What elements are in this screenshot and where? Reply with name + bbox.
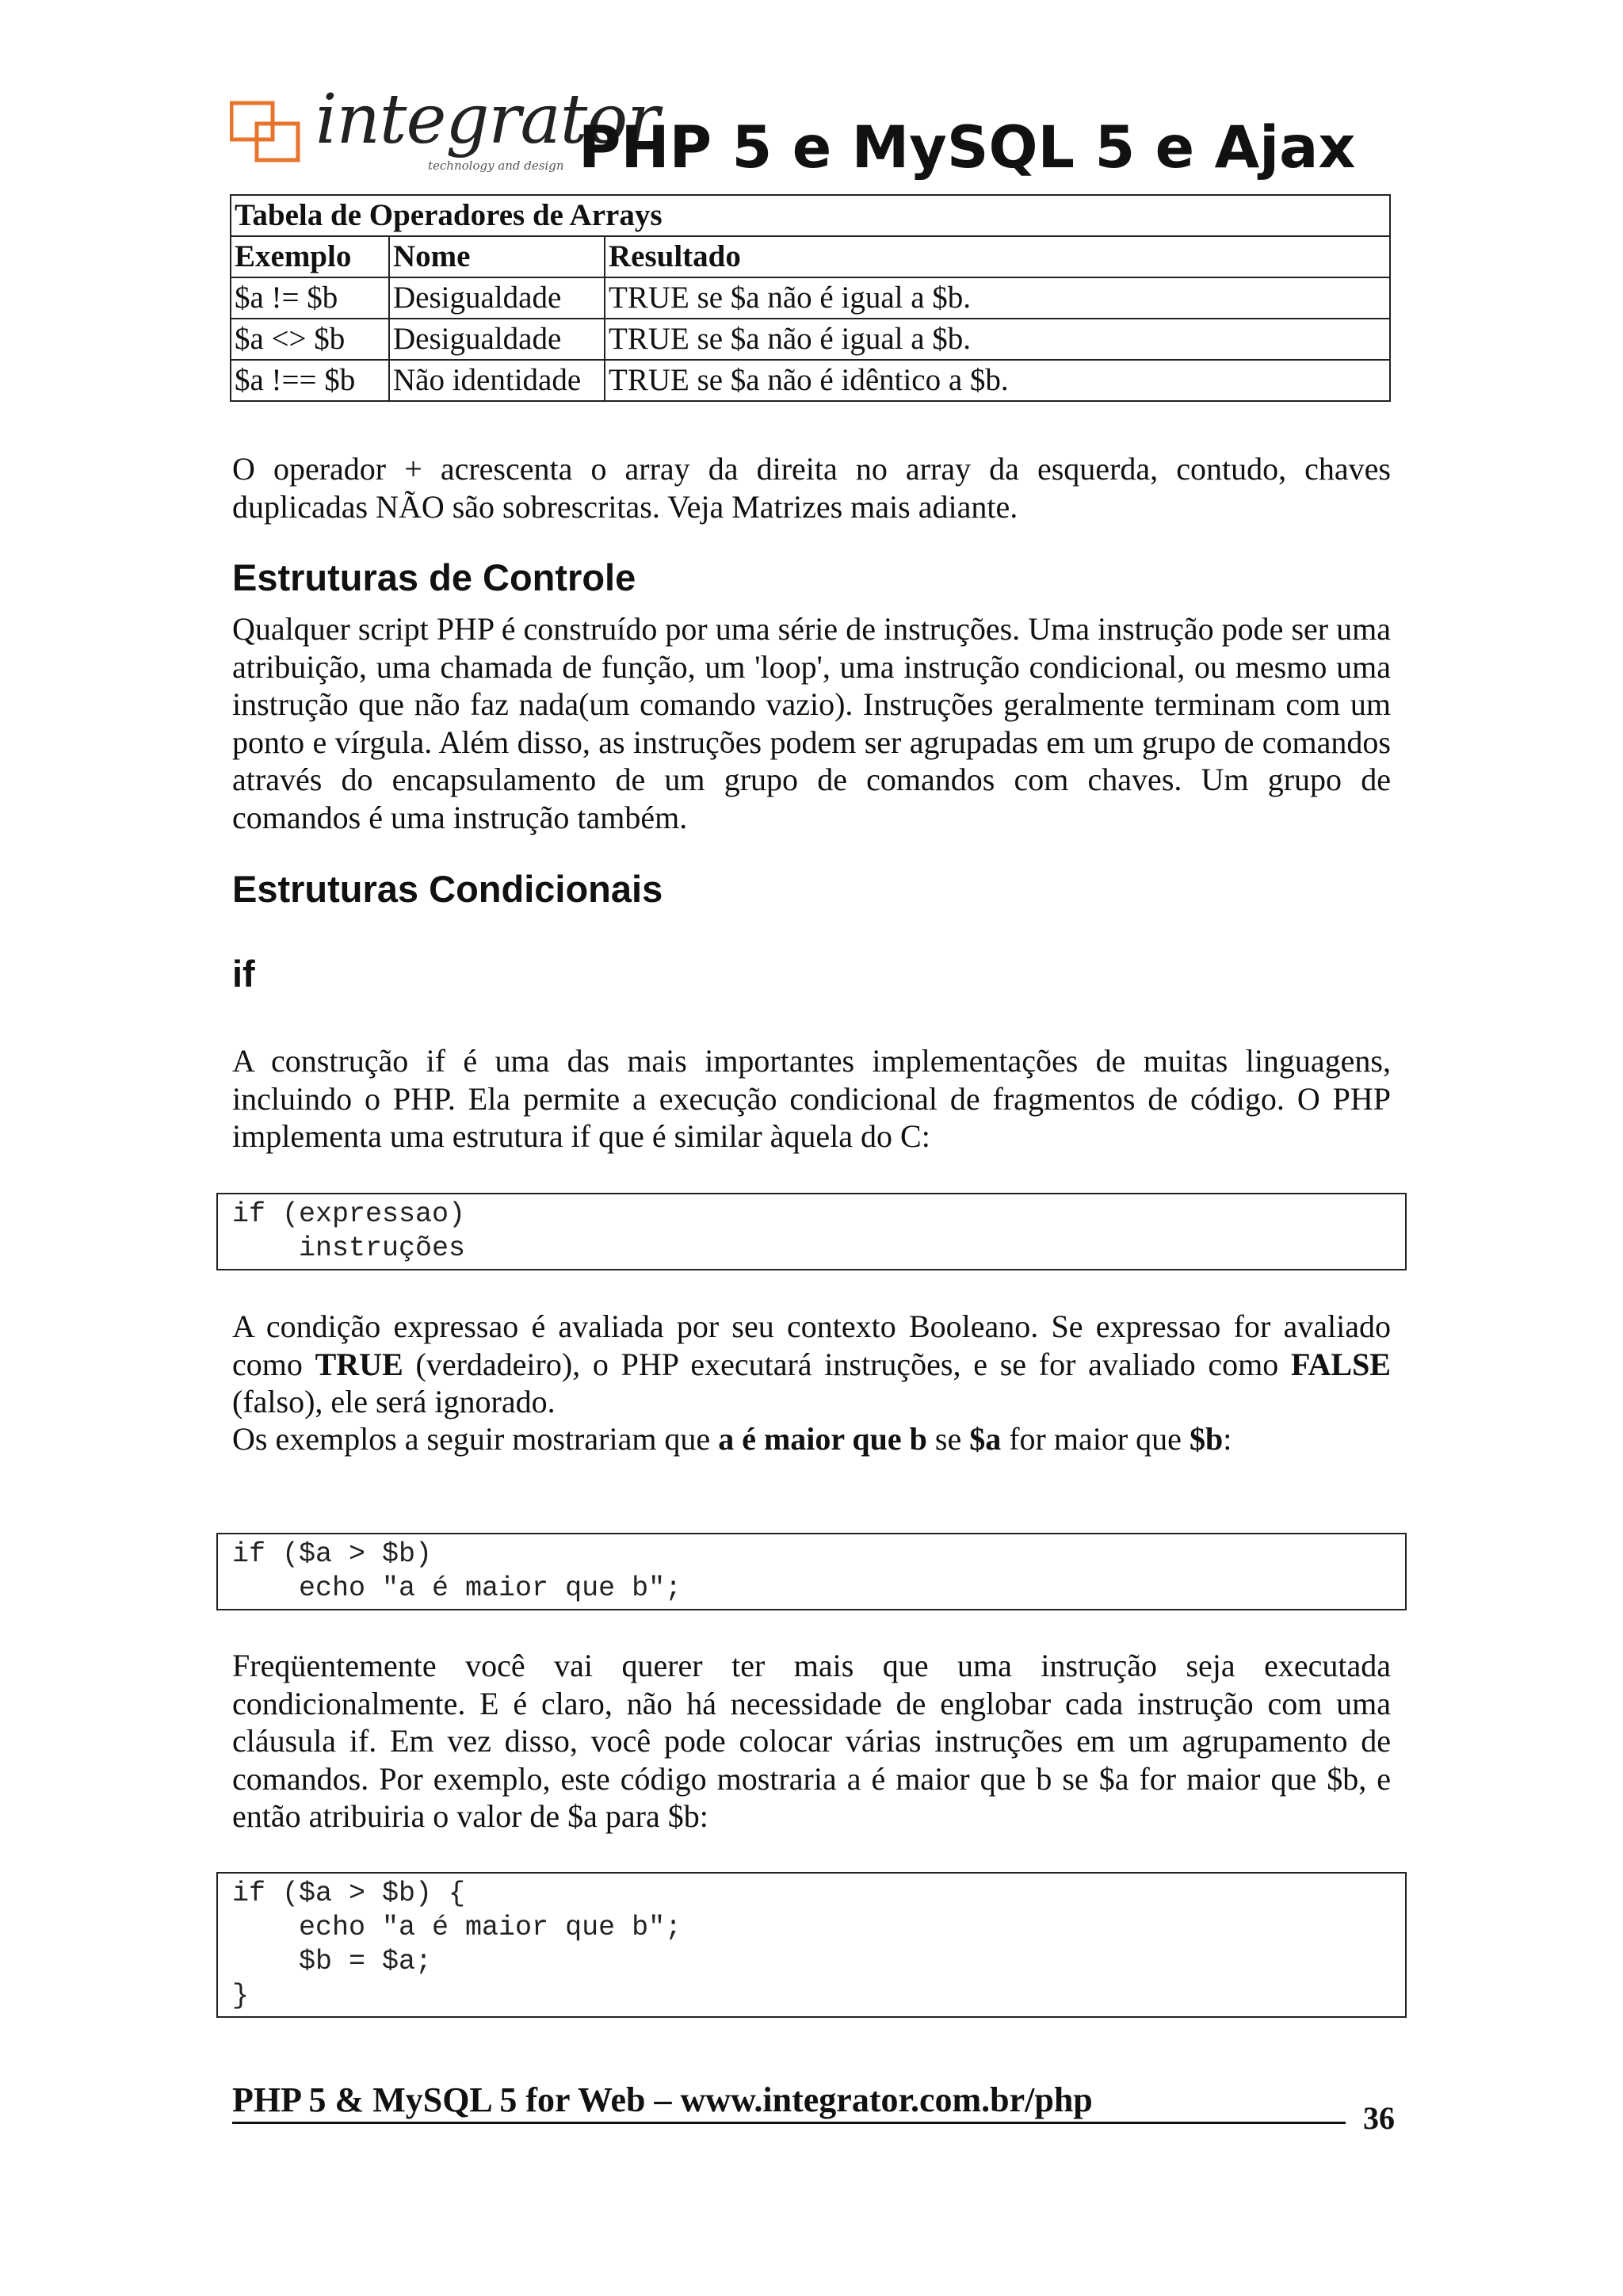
table-cell-resultado: TRUE se $a não é igual a $b.	[605, 319, 1390, 360]
examples-bold-1: a é maior que b	[718, 1421, 927, 1457]
table-cell-exemplo: $a !== $b	[231, 360, 389, 401]
table-cell-nome: Desigualdade	[389, 319, 605, 360]
frequently-paragraph: Freqüentemente você vai querer ter mais que uma instrução seja executada condicionalmente. E é claro, não há necessidade de englobar cada instrução com uma cláusula if. Em vez disso, você pode colocar várias instruções em um agrupamento de comandos. Por exemplo, este código mostraria a é maior que b se $a for maior que $b, e então atribuiria o valor de $a para $b:	[232, 1648, 1391, 1834]
examples-text-1: Os exemplos a seguir mostrariam que	[232, 1421, 719, 1457]
footer-divider	[232, 2122, 1346, 2124]
footer-text: PHP 5 & MySQL 5 for Web – www.integrator.com.br/php	[232, 2080, 1093, 2119]
table-cell-resultado: TRUE se $a não é igual a $b.	[605, 277, 1390, 319]
examples-text-2: se	[926, 1421, 970, 1457]
table-row	[231, 277, 1390, 319]
table-cell-nome: Não identidade	[389, 360, 605, 401]
condition-text-1: A condição expressao é avaliada por seu contexto Booleano. Se expressao for avaliado como	[232, 1308, 1391, 1382]
keyword-true: TRUE	[315, 1346, 403, 1382]
code-block-if-echo: if ($a > $b) echo "a é maior que b";	[216, 1533, 1407, 1610]
integrator-logo	[230, 80, 659, 181]
document-title: PHP 5 e MySQL 5 e Ajax	[579, 114, 1356, 181]
plus-operator-paragraph: O operador + acrescenta o array da direita no array da esquerda, contudo, chaves duplicadas NÃO são sobrescritas. Veja Matrizes mais adiante.	[232, 451, 1391, 525]
column-header-nome: Nome	[389, 236, 605, 277]
page-number: 36	[1363, 2100, 1395, 2136]
code-block-if-block: if ($a > $b) { echo "a é maior que b"; $b = $a; }	[216, 1872, 1407, 2018]
table-cell-exemplo: $a != $b	[231, 277, 389, 319]
table-row	[231, 360, 1390, 401]
table-cell-resultado: TRUE se $a não é idêntico a $b.	[605, 360, 1390, 401]
table-caption: Tabela de Operadores de Arrays	[231, 195, 1390, 236]
heading-estruturas-de-controle: Estruturas de Controle	[232, 556, 636, 598]
examples-paragraph	[232, 1420, 1391, 1458]
heading-estruturas-condicionais: Estruturas Condicionais	[232, 868, 663, 910]
table-header-row	[231, 236, 1390, 277]
keyword-false: FALSE	[1291, 1346, 1391, 1382]
column-header-exemplo: Exemplo	[231, 236, 389, 277]
logo-wordmark: integrator	[315, 80, 659, 159]
condition-text-2: (verdadeiro), o PHP executará instruções, e se for avaliado como	[403, 1346, 1292, 1382]
table-cell-nome: Desigualdade	[389, 277, 605, 319]
condition-paragraph	[232, 1308, 1391, 1421]
code-block-if-syntax: if (expressao) instruções	[216, 1193, 1407, 1270]
logo-tagline: technology and design	[428, 159, 564, 173]
control-structures-paragraph: Qualquer script PHP é construído por uma série de instruções. Uma instrução pode ser uma atribuição, uma chamada de função, um 'loop', uma instrução condicional, ou mesmo uma instrução que não faz nada(um comando vazio). Instruções geralmente terminam com um ponto e vírgula. Além disso, as instruções podem ser agrupadas em um grupo de comandos através do encapsulamento de um grupo de comandos com chaves. Um grupo de comandos é uma instrução também.	[232, 611, 1391, 835]
heading-if: if	[232, 953, 255, 995]
examples-text-4: :	[1223, 1421, 1232, 1457]
if-intro-paragraph: A construção if é uma das mais importantes implementações de muitas linguagens, incluindo o PHP. Ela permite a execução condicional de fragmentos de código. O PHP implementa uma estrutura if que é similar àquela do C:	[232, 1043, 1391, 1154]
table-cell-exemplo: $a <> $b	[231, 319, 389, 360]
examples-bold-2: $a	[969, 1421, 1002, 1457]
table-row	[231, 319, 1390, 360]
column-header-resultado: Resultado	[605, 236, 1390, 277]
logo-squares-icon	[230, 100, 309, 171]
examples-bold-3: $b	[1189, 1421, 1224, 1457]
condition-text-3: (falso), ele será ignorado.	[232, 1384, 556, 1419]
array-operators-table	[230, 194, 1391, 402]
examples-text-3: for maior que	[1001, 1421, 1190, 1457]
